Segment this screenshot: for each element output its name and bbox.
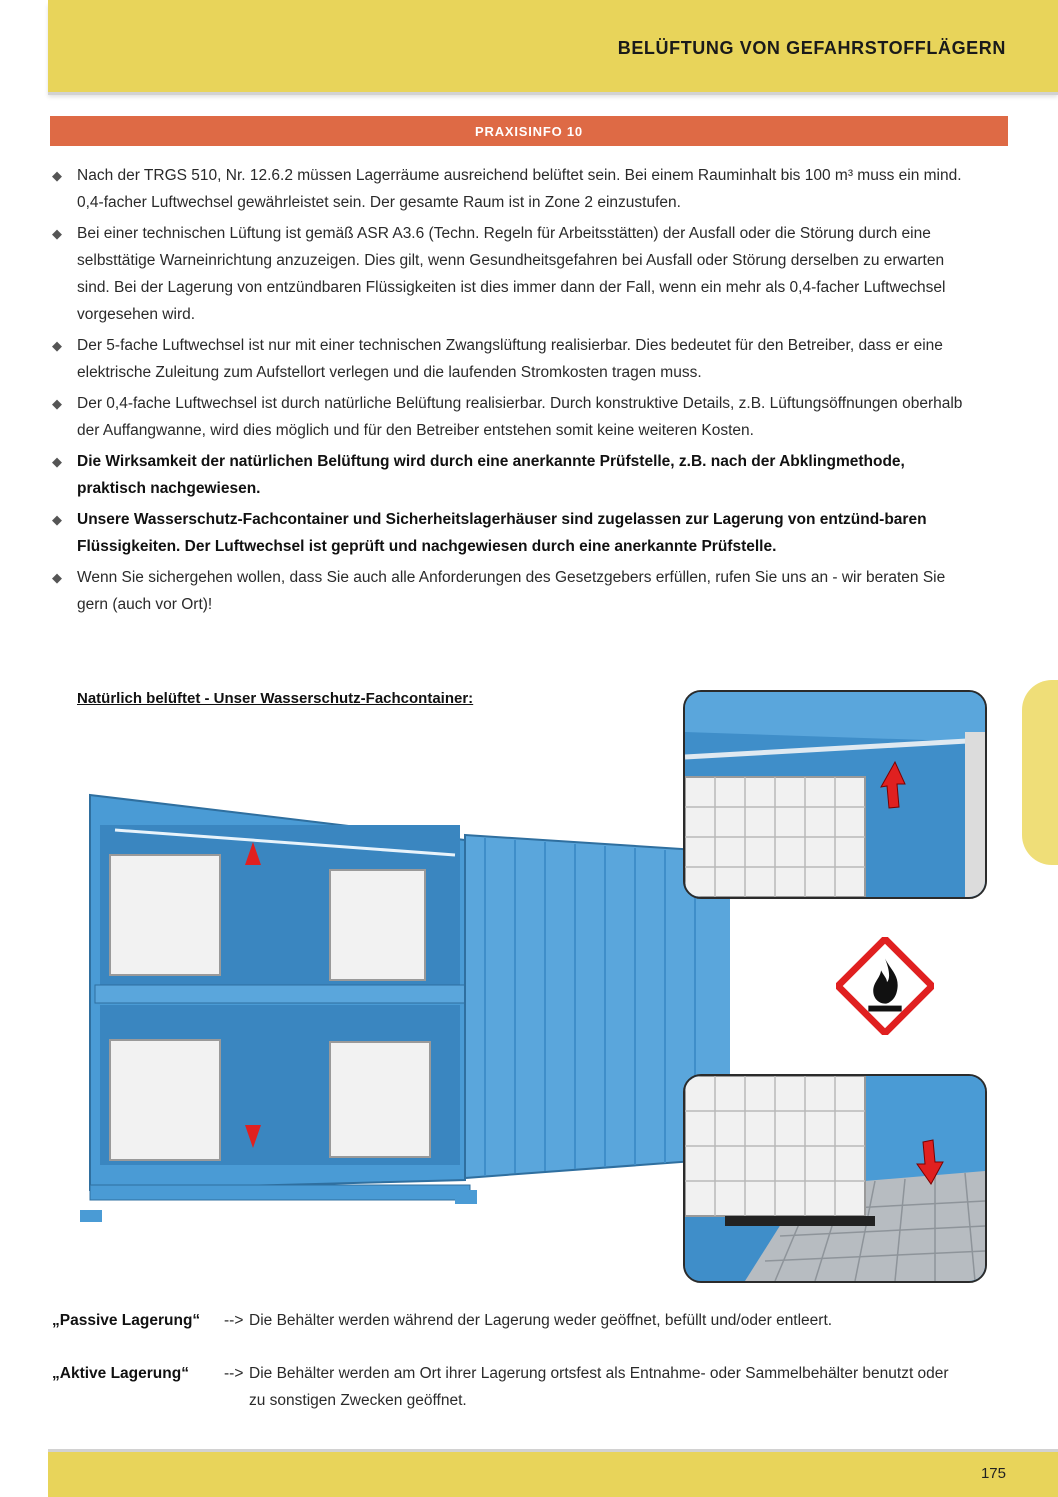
bullet-item (52, 220, 967, 328)
bullet-text: Unsere Wasserschutz-Fachcontainer und Sicherheitslagerhäuser sind zugelassen zur Lagerung von entzünd-baren Flüssigkeiten. Der Luftwechsel ist geprüft und nachgewiesen durch eine anerkannte Prüfstelle. (77, 511, 927, 555)
bullet-text: Bei einer technischen Lüftung ist gemäß ASR A3.6 (Techn. Regeln für Arbeitsstätten) der Ausfall oder die Störung durch eine selbsttätige Warneinrichtung anzuzeigen. Dies gilt, wenn Gesundheitsgefahren bei Ausfall oder Störung derselben zu erwarten sind. Bei der Lagerung von entzündbaren Flüssigkeiten ist dies immer dann der Fall, wenn ein mehr als 0,4-facher Luftwechsel vorgesehen wird. (77, 225, 946, 323)
bullet-list (52, 162, 967, 622)
footer-band (48, 1452, 1058, 1497)
page-number: 175 (980, 1465, 1006, 1482)
bullet-text: Der 5-fache Luftwechsel ist nur mit einer technischen Zwangslüftung realisierbar. Dies bedeutet für den Betreiber, dass er eine elektrische Zuleitung zum Aufstellort verlegen und die laufenden Stromkosten tragen muss. (77, 337, 943, 381)
flammable-ghs-icon (836, 937, 934, 1035)
bullet-text: Die Wirksamkeit der natürlichen Belüftung wird durch eine anerkannte Prüfstelle, z.B. nach der Abklingmethode, praktisch nachgewiesen. (77, 453, 905, 497)
container-subheading: Natürlich belüftet - Unser Wasserschutz-Fachcontainer: (77, 690, 474, 707)
detail-photo-top (683, 690, 987, 899)
bullet-text: Nach der TRGS 510, Nr. 12.6.2 müssen Lagerräume ausreichend belüftet sein. Bei einem Rauminhalt bis 100 m³ muss ein mind. 0,4-facher Luftwechsel gewährleistet sein. Der gesamte Raum ist in Zone 2 einzustufen. (77, 167, 962, 211)
bullet-item (52, 564, 967, 618)
definition-text: Die Behälter werden während der Lagerung weder geöffnet, befüllt und/oder entleert. (249, 1312, 833, 1329)
container-photo (75, 780, 730, 1225)
bullet-item (52, 162, 967, 216)
bullet-item (52, 390, 967, 444)
section-label: PRAXISINFO 10 (475, 123, 583, 139)
diamond-bullet-icon: ◆ (52, 570, 62, 585)
bullet-text: Wenn Sie sichergehen wollen, dass Sie auch alle Anforderungen des Gesetzgebers erfüllen, rufen Sie uns an - wir beraten Sie gern (auch vor Ort)! (77, 569, 946, 613)
detail-photo-bottom (683, 1074, 987, 1283)
definition-term: „Aktive Lagerung“ (52, 1365, 189, 1382)
definition-term: „Passive Lagerung“ (52, 1312, 201, 1329)
diamond-bullet-icon: ◆ (52, 512, 62, 527)
diamond-bullet-icon: ◆ (52, 454, 62, 469)
definition-arrow: --> (224, 1365, 244, 1382)
page-title: BELÜFTUNG VON GEFAHRSTOFFLÄGERN (617, 38, 1006, 58)
bullet-item (52, 332, 967, 386)
diamond-bullet-icon: ◆ (52, 396, 62, 411)
diamond-bullet-icon: ◆ (52, 226, 62, 241)
bullet-text: Der 0,4-fache Luftwechsel ist durch natürliche Belüftung realisierbar. Durch konstruktive Details, z.B. Lüftungsöffnungen oberhalb der Auffangwanne, wird dies möglich und für den Betreiber entstehen somit keine weiteren Kosten. (77, 395, 963, 439)
side-tab (1022, 680, 1058, 865)
diamond-bullet-icon: ◆ (52, 168, 62, 183)
bullet-item (52, 506, 967, 560)
section-bar (50, 116, 1008, 146)
diamond-bullet-icon: ◆ (52, 338, 62, 353)
definition-arrow: --> (224, 1312, 244, 1329)
definition-text: Die Behälter werden am Ort ihrer Lagerung ortsfest als Entnahme- oder Sammelbehälter benutzt oder zu sonstigen Zwecken geöffnet. (249, 1365, 949, 1409)
bullet-item (52, 448, 967, 502)
